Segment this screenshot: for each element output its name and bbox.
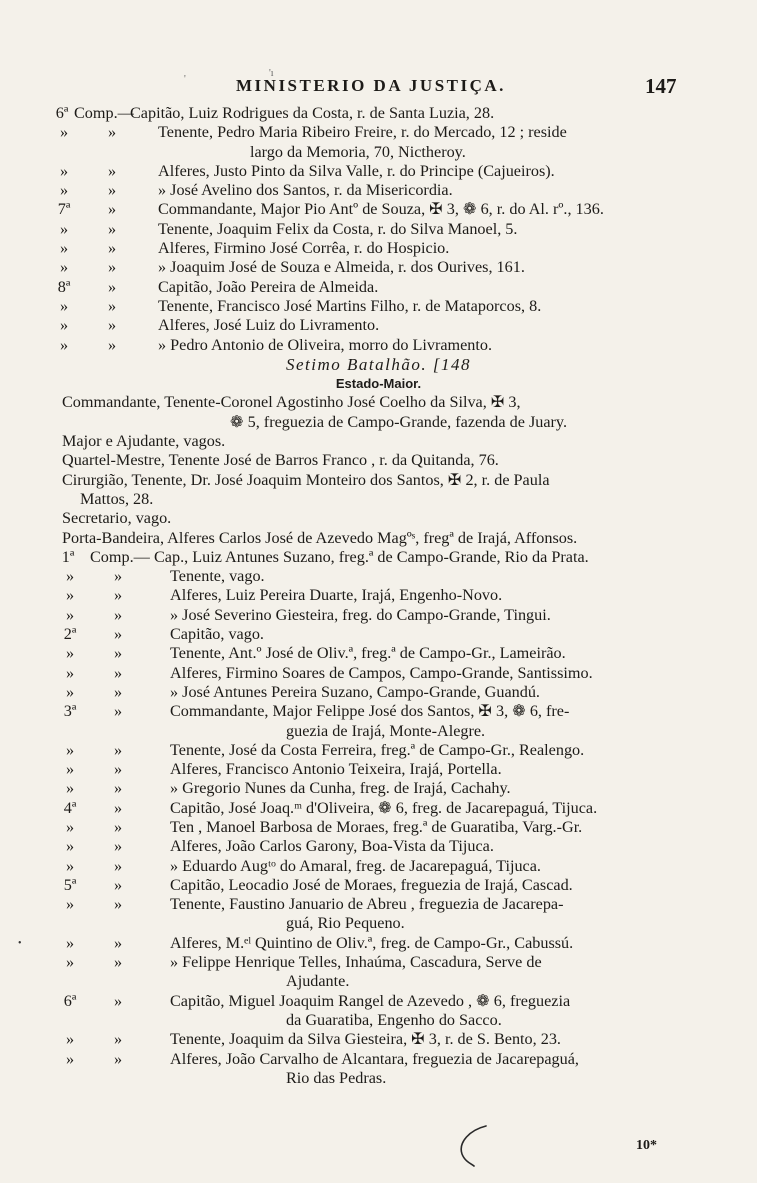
- ditto-mark: »: [107, 296, 117, 315]
- register-line: [0, 355, 757, 374]
- entry-text: Ajudante.: [286, 972, 350, 991]
- page-number: 147: [645, 74, 677, 98]
- entry-text: Capitão, Luiz Rodrigues da Costa, r. de Santa Luzia, 28.: [130, 104, 495, 122]
- ditto-mark: »: [107, 123, 117, 142]
- register-line: [0, 972, 757, 991]
- ditto-mark: »: [113, 760, 123, 779]
- register-line: [0, 702, 757, 721]
- register-line: [0, 818, 757, 837]
- company-number: »: [65, 1030, 75, 1049]
- register-line: [0, 644, 757, 663]
- signature-mark: 10*: [636, 1138, 657, 1153]
- company-number: »: [65, 567, 75, 586]
- register-line: [0, 162, 757, 181]
- company-number: »: [65, 740, 75, 759]
- entry-text: Tenente, Ant.º José de Oliv.ª, freg.ª de Campo-Gr., Lameirão.: [170, 644, 566, 663]
- register-line: [0, 393, 757, 412]
- company-label: Comp.—: [90, 547, 150, 566]
- entry-text: Tenente, José da Costa Ferreira, freg.ª de Campo-Gr., Realengo.: [170, 740, 585, 759]
- ditto-mark: »: [113, 1030, 123, 1049]
- entry-text: » Gregorio Nunes da Cunha, freg. de Irajá, Cachahy.: [170, 779, 511, 798]
- entry-text: Alferes, Firmino José Corrêa, r. do Hospicio.: [158, 239, 450, 258]
- ditto-mark: »: [113, 586, 123, 605]
- company-number: »: [65, 586, 75, 605]
- register-line: [0, 123, 757, 142]
- register-line: [0, 606, 757, 625]
- entry-text: Tenente, vago.: [170, 567, 265, 586]
- entry-text: Capitão, Leocadio José de Moraes, freguezia de Irajá, Cascad.: [170, 875, 573, 894]
- ditto-mark: »: [113, 953, 123, 972]
- company-number: »: [59, 123, 69, 142]
- company-number: »: [65, 895, 75, 914]
- entry-text: da Guaratiba, Engenho do Sacco.: [286, 1010, 502, 1029]
- register-line: [0, 278, 757, 297]
- register-line: [0, 567, 757, 586]
- entry-text: Commandante, Major Felippe José dos Santos, ✠ 3, ❁ 6, fre-: [170, 702, 570, 721]
- entry-text: guezia de Irajá, Monte-Alegre.: [286, 721, 486, 740]
- margin-dot: •: [18, 938, 22, 949]
- entry-text: Cap., Luiz Antunes Suzano, freg.ª de Campo-Grande, Rio da Prata.: [154, 547, 589, 566]
- entry-text: Commandante, Major Pio Antº de Souza, ✠ 3, ❁ 6, r. do Al. rº., 136.: [158, 200, 604, 219]
- company-number: »: [59, 335, 69, 354]
- register-line: [0, 722, 757, 741]
- company-number: 3ª: [63, 702, 77, 721]
- ditto-mark: »: [113, 682, 123, 701]
- register-line: [0, 1050, 757, 1069]
- entry-text: Alferes, João Carvalho de Alcantara, freguezia de Jacarepaguá,: [170, 1049, 579, 1068]
- ditto-mark: »: [113, 895, 123, 914]
- entry-text: » Pedro Antonio de Oliveira, morro do Livramento.: [158, 335, 493, 354]
- register-line: [0, 1069, 757, 1088]
- ditto-mark: »: [113, 740, 123, 759]
- entry-text: Tenente, Joaquim da Silva Giesteira, ✠ 3, r. de S. Bento, 23.: [170, 1030, 561, 1049]
- entry-text: Alferes, José Luiz do Livramento.: [158, 316, 380, 335]
- ditto-mark: »: [107, 181, 117, 200]
- register-line: [0, 143, 757, 162]
- ditto-mark: »: [107, 258, 117, 277]
- ditto-mark: »: [113, 837, 123, 856]
- entry-text: Commandante, Tenente-Coronel Agostinho José Coelho da Silva, ✠ 3,: [62, 393, 521, 412]
- ditto-mark: »: [113, 605, 123, 624]
- entry-text: Alferes, João Carlos Garony, Boa-Vista da Tijuca.: [170, 837, 494, 856]
- stray-mark: 'ı: [269, 68, 274, 79]
- entry-text: Porta-Bandeira, Alferes Carlos José de Azevedo Magºˢ, fregª de Irajá, Affonsos.: [62, 528, 578, 547]
- running-title: MINISTERIO DA JUSTIÇA.: [236, 76, 506, 95]
- entry-text: Capitão, vago.: [170, 625, 264, 644]
- entry-text: Secretario, vago.: [62, 509, 172, 528]
- ditto-mark: »: [113, 567, 123, 586]
- company-number: 1ª: [61, 547, 75, 566]
- register-line: [0, 336, 757, 355]
- register-line: [0, 471, 757, 490]
- register-line: [0, 451, 757, 470]
- register-line: [0, 548, 757, 567]
- register-line: [0, 316, 757, 335]
- entry-text: Capitão, José Joaq.ᵐ d'Oliveira, ❁ 6, freg. de Jacarepaguá, Tijuca.: [170, 798, 598, 817]
- register-line: [0, 239, 757, 258]
- register-line: [0, 934, 757, 953]
- entry-text: Alferes, Justo Pinto da Silva Valle, r. do Principe (Cajueiros).: [158, 161, 555, 180]
- register-line: [0, 258, 757, 277]
- register-line: [0, 837, 757, 856]
- ditto-mark: »: [113, 856, 123, 875]
- register-line: [0, 857, 757, 876]
- register-line: [0, 683, 757, 702]
- company-label: Comp.—: [74, 104, 134, 122]
- register-line: [0, 799, 757, 818]
- register-line: [0, 104, 757, 123]
- company-number: 2ª: [63, 625, 77, 644]
- entry-text: » José Antunes Pereira Suzano, Campo-Grande, Guandú.: [170, 682, 540, 701]
- company-number: 8ª: [57, 277, 71, 296]
- company-number: 6ª: [63, 991, 77, 1010]
- entry-text: largo da Memoria, 70, Nictheroy.: [250, 142, 466, 161]
- handwritten-mark-icon: [452, 1120, 502, 1170]
- company-number: »: [65, 663, 75, 682]
- entry-text: » José Severino Giesteira, freg. do Campo-Grande, Tingui.: [170, 605, 551, 624]
- ditto-mark: »: [113, 817, 123, 836]
- company-number: »: [59, 219, 69, 238]
- company-number: »: [65, 644, 75, 663]
- register-line: [0, 779, 757, 798]
- ditto-mark: »: [113, 779, 123, 798]
- company-number: »: [59, 296, 69, 315]
- entry-text: Tenente, Pedro Maria Ribeiro Freire, r. do Mercado, 12 ; reside: [158, 123, 567, 142]
- ditto-mark: »: [107, 277, 117, 296]
- register-line: [0, 413, 757, 432]
- ditto-mark: »: [113, 702, 123, 721]
- company-number: »: [65, 856, 75, 875]
- company-number: »: [65, 682, 75, 701]
- register-line: [0, 432, 757, 451]
- entry-text: » José Avelino dos Santos, r. da Misericordia.: [158, 181, 453, 200]
- company-number: »: [65, 760, 75, 779]
- company-number: 6ª: [55, 104, 69, 122]
- entry-text: Rio das Pedras.: [286, 1068, 387, 1087]
- company-number: 7ª: [57, 200, 71, 219]
- register-line: [0, 200, 757, 219]
- company-number: »: [65, 817, 75, 836]
- register-line: [0, 992, 757, 1011]
- company-number: »: [65, 837, 75, 856]
- ditto-mark: »: [107, 316, 117, 335]
- register-line: [0, 760, 757, 779]
- entry-text: Capitão, João Pereira de Almeida.: [158, 277, 379, 296]
- company-number: »: [59, 239, 69, 258]
- company-number: »: [65, 933, 75, 952]
- entry-text: » Felippe Henrique Telles, Inhaúma, Cascadura, Serve de: [170, 953, 542, 972]
- entry-text: Mattos, 28.: [80, 489, 154, 508]
- ditto-mark: »: [107, 219, 117, 238]
- entry-text: Tenente, Francisco José Martins Filho, r. de Mataporcos, 8.: [158, 296, 542, 315]
- ditto-mark: »: [107, 200, 117, 219]
- ditto-mark: »: [113, 933, 123, 952]
- register-line: [0, 1011, 757, 1030]
- entry-text: Alferes, Francisco Antonio Teixeira, Irajá, Portella.: [170, 760, 502, 779]
- ditto-mark: »: [107, 335, 117, 354]
- stray-mark: ': [184, 74, 186, 85]
- register-line: [0, 529, 757, 548]
- entry-text: » Eduardo Augᵗᵒ do Amaral, freg. de Jacarepaguá, Tijuca.: [170, 856, 541, 875]
- ditto-mark: »: [113, 663, 123, 682]
- register-line: [0, 914, 757, 933]
- entry-text: Ten , Manoel Barbosa de Moraes, freg.ª de Guaratiba, Varg.-Gr.: [170, 817, 583, 836]
- register-line: [0, 374, 757, 393]
- entry-text: Alferes, Luiz Pereira Duarte, Irajá, Engenho-Novo.: [170, 586, 503, 605]
- company-number: »: [65, 1049, 75, 1068]
- entry-text: Tenente, Faustino Januario de Abreu , freguezia de Jacarepa-: [170, 895, 564, 914]
- ditto-mark: »: [113, 1049, 123, 1068]
- section-heading: Setimo Batalhão. [148: [286, 354, 471, 374]
- entry-text: Cirurgião, Tenente, Dr. José Joaquim Monteiro dos Santos, ✠ 2, r. de Paula: [62, 470, 550, 489]
- entry-text: Tenente, Joaquim Felix da Costa, r. do Silva Manoel, 5.: [158, 219, 518, 238]
- register-line: [0, 953, 757, 972]
- entry-text: Alferes, Firmino Soares de Campos, Campo-Grande, Santissimo.: [170, 663, 593, 682]
- register-line: [0, 509, 757, 528]
- register-line: [0, 625, 757, 644]
- register-line: [0, 895, 757, 914]
- entry-text: Alferes, M.ᵉˡ Quintino de Oliv.ª, freg. de Campo-Gr., Cabussú.: [170, 933, 574, 952]
- ditto-mark: »: [107, 161, 117, 180]
- register-line: [0, 586, 757, 605]
- ditto-mark: »: [113, 644, 123, 663]
- company-number: »: [65, 605, 75, 624]
- register-line: [0, 741, 757, 760]
- company-number: »: [59, 161, 69, 180]
- register-line: [0, 876, 757, 895]
- company-number: »: [59, 181, 69, 200]
- company-number: »: [65, 779, 75, 798]
- register-line: [0, 220, 757, 239]
- ditto-mark: »: [113, 798, 123, 817]
- subsection-heading: Estado-Maior.: [335, 376, 422, 392]
- company-number: »: [59, 316, 69, 335]
- entry-text: guá, Rio Pequeno.: [286, 914, 405, 933]
- company-number: »: [65, 953, 75, 972]
- register-line: [0, 664, 757, 683]
- ditto-mark: »: [113, 625, 123, 644]
- ditto-mark: »: [113, 991, 123, 1010]
- register-line: [0, 297, 757, 316]
- page-header: [0, 76, 757, 106]
- entry-text: ❁ 5, freguezia de Campo-Grande, fazenda de Juary.: [230, 412, 568, 431]
- register-list: [0, 104, 757, 1088]
- register-line: [0, 1030, 757, 1049]
- entry-text: Quartel-Mestre, Tenente José de Barros Franco , r. da Quitanda, 76.: [62, 451, 499, 470]
- ditto-mark: »: [113, 875, 123, 894]
- company-number: »: [59, 258, 69, 277]
- entry-text: » Joaquim José de Souza e Almeida, r. dos Ourives, 161.: [158, 258, 525, 277]
- company-number: 4ª: [63, 798, 77, 817]
- register-line: [0, 490, 757, 509]
- entry-text: Capitão, Miguel Joaquim Rangel de Azevedo , ❁ 6, freguezia: [170, 991, 571, 1010]
- entry-text: Major e Ajudante, vagos.: [62, 432, 226, 451]
- ditto-mark: »: [107, 239, 117, 258]
- register-line: [0, 181, 757, 200]
- company-number: 5ª: [63, 875, 77, 894]
